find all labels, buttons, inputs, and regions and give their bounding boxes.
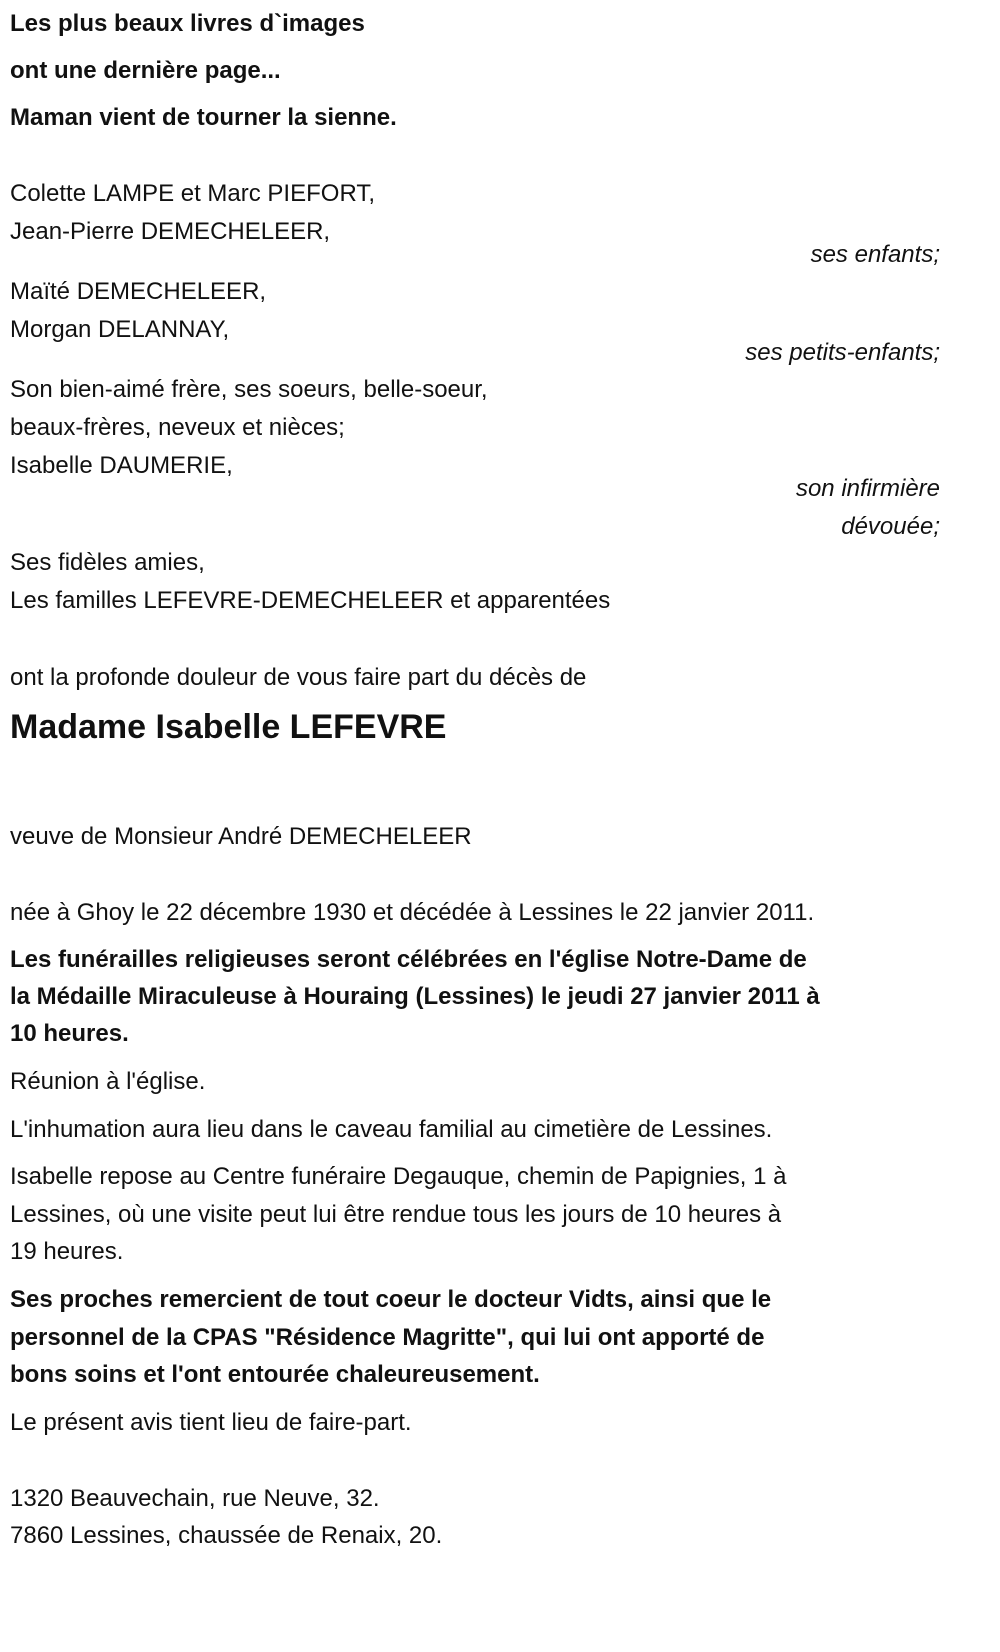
notice: Le présent avis tient lieu de faire-part. <box>10 1409 412 1436</box>
family-line: Isabelle DAUMERIE, <box>10 452 233 479</box>
birth-death: née à Ghoy le 22 décembre 1930 et décédée à Lessines le 22 janvier 2011. <box>10 899 815 926</box>
address: 1320 Beauvechain, rue Neuve, 32. <box>10 1485 380 1512</box>
friends-line: Les familles LEFEVRE-DEMECHELEER et apparentées <box>10 587 611 614</box>
nurse-label: son infirmière <box>795 475 940 502</box>
grandchildren-line: Morgan DELANNAY, <box>10 316 230 343</box>
funeral-line: 10 heures. <box>10 1020 129 1047</box>
meeting: Réunion à l'église. <box>10 1068 206 1095</box>
nurse-label: dévouée; <box>841 513 940 540</box>
children-label: ses enfants; <box>810 241 940 268</box>
thanks-line: Ses proches remercient de tout coeur le docteur Vidts, ainsi que le <box>10 1286 772 1313</box>
address: 7860 Lessines, chaussée de Renaix, 20. <box>10 1522 443 1549</box>
friends-line: Ses fidèles amies, <box>10 549 205 576</box>
funeral-line: Les funérailles religieuses seront célébrées en l'église Notre-Dame de <box>10 946 807 973</box>
thanks-line: bons soins et l'ont entourée chaleureusement. <box>10 1361 540 1388</box>
grandchildren-line: Maïté DEMECHELEER, <box>10 278 267 305</box>
family-line: beaux-frères, neveux et nièces; <box>10 414 345 441</box>
deceased-name: Madame Isabelle LEFEVRE <box>10 708 447 746</box>
family-line: Son bien-aimé frère, ses soeurs, belle-soeur, <box>10 376 488 403</box>
intro-line: Les plus beaux livres d`images <box>10 10 365 37</box>
funeral-line: la Médaille Miraculeuse à Houraing (Lessines) le jeudi 27 janvier 2011 à <box>10 983 820 1010</box>
burial: L'inhumation aura lieu dans le caveau familial au cimetière de Lessines. <box>10 1116 773 1143</box>
thanks-line: personnel de la CPAS "Résidence Magritte", qui lui ont apporté de <box>10 1324 765 1351</box>
intro-line: Maman vient de tourner la sienne. <box>10 104 397 131</box>
grandchildren-label: ses petits-enfants; <box>745 339 940 366</box>
intro-line: ont une dernière page... <box>10 57 281 84</box>
visit-line: Isabelle repose au Centre funéraire Degauque, chemin de Papignies, 1 à <box>10 1163 787 1190</box>
widow-of: veuve de Monsieur André DEMECHELEER <box>10 823 472 850</box>
children-line: Jean-Pierre DEMECHELEER, <box>10 218 331 245</box>
visit-line: Lessines, où une visite peut lui être rendue tous les jours de 10 heures à <box>10 1201 782 1228</box>
visit-line: 19 heures. <box>10 1238 124 1265</box>
children-line: Colette LAMPE et Marc PIEFORT, <box>10 180 376 207</box>
announcement: ont la profonde douleur de vous faire part du décès de <box>10 664 587 691</box>
